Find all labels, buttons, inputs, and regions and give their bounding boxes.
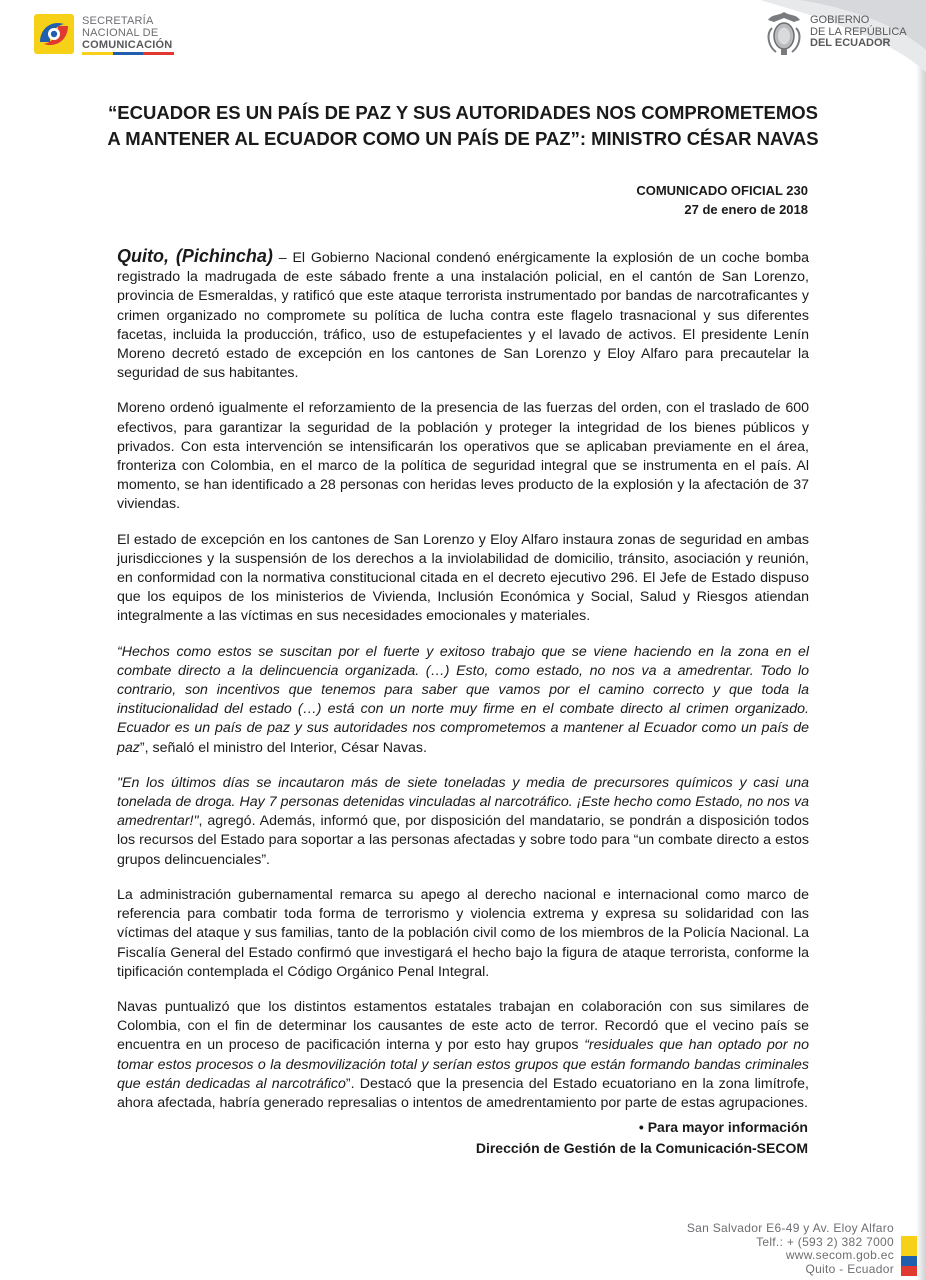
paragraph-1-text: – El Gobierno Nacional condenó enérgicamente la explosión de un coche bomba registrado la madrugada de este sábado frente a una instalación policial, en el cantón de San Lorenzo, provincia de Esmeraldas, y ratificó que este ataque terrorista instrumentado por bandas de narcotraficantes y crimen organizado no compromete su política de lucha contra este flagelo trasnacional y sus diferentes facetas, incluida la producción, tráfico, uso de estupefacientes y el lavado de activos. El presidente Lenín Moreno decretó estado de excepción en los cantones de San Lorenzo y Eloy Alfaro para precautelar la seguridad de sus habitantes. [117,250,809,382]
communique-number: COMUNICADO OFICIAL 230 [636,183,808,198]
title-line-1: “ECUADOR ES UN PAÍS DE PAZ Y SUS AUTORIDADES NOS COMPROMETEMOS [108,102,818,123]
paragraph-5-quote: "En los últimos días se incautaron más de siete toneladas y media de precursores químicos y casi una tonelada de droga. Hay 7 personas detenidas vinculadas al narcotráfico. ¡Este hecho como Estado, no nos va amedrentar!" [117,774,809,830]
footer-address [687,1222,894,1276]
contact-line-1: • Para mayor información [638,1119,808,1135]
page-edge-shadow [916,0,926,1280]
footer-website: www.secom.gob.ec [785,1248,894,1262]
secom-wordmark [82,15,172,51]
communique-date: 27 de enero de 2018 [684,202,808,217]
paragraph-1 [117,247,809,383]
secom-line-3: COMUNICACIÓN [82,39,173,51]
paragraph-4-quote: “Hechos como estos se suscitan por el fuerte y exitoso trabajo que se viene haciendo en la zona en el combate directo a la delincuencia organizada. (…) Esto, como estado, no nos va a amedrentar. Todo lo contrario, son incentivos que tenemos para saber que vamos por el camino correcto y que toda la institucionalidad del estado (…) está con un norte muy firme en el combate directo al crimen organizado. Ecuador es un país de paz y sus autoridades nos comprometemos a mantener al Ecuador como un país de paz [117,643,809,756]
footer-street: San Salvador E6-49 y Av. Eloy Alfaro [686,1221,894,1235]
page-title [100,100,826,152]
footer-city: Quito - Ecuador [805,1261,894,1276]
dateline: Quito, (Pichincha) [117,246,273,266]
paragraph-7-text-a: Navas puntualizó que los distintos estamentos estatales trabajan en colaboración con sus similares de Colombia, con el fin de determinar los causantes de este acto de terror. Recordó que el vecino país se encuentra en un proceso de pacificación interna y por esto hay grupos [117,998,809,1054]
paragraph-5-text: , agregó. Además, informó que, por disposición del mandatario, se pondrán a disposición todos los recursos del Estado para soportar a las personas afectadas y sobre todo para “un combate directo a estos grupos delincuenciales”. [117,813,809,868]
secom-color-bar [82,52,174,55]
paragraph-5 [117,774,809,870]
ecuador-coat-of-arms-icon [764,10,804,58]
paragraph-7-text-b: ”. Destacó que la presencia del Estado ecuatoriano en la zona limítrofe, ahora afectada, habría generado represalias o intentos de amedrentamiento por parte de estas agrupaciones. [117,1075,809,1111]
government-wordmark [810,15,907,50]
paragraph-6: La administración gubernamental remarca su apego al derecho nacional e internacional como marco de referencia para combatir toda forma de terrorismo y violencia extrema y expresa su solidaridad con las víctimas del ataque y sus familias, tanto de la población civil como de los miembros de la Policía Nacional. La Fiscalía General del Estado confirmó que investigará el hecho bajo la figura de ataque terrorista, conforme la tipificación contemplada el Código Orgánico Penal Integral. [117,886,809,980]
contact-line-2: Dirección de Gestión de la Comunicación-SECOM [475,1140,808,1156]
contact-block [476,1117,808,1159]
secom-logo-icon [34,14,74,54]
ecuador-flag-icon [901,1236,917,1276]
gov-line-3: DEL ECUADOR [810,37,891,49]
paragraph-4 [117,643,809,758]
paragraph-7-quote: “residuales que han optado por no tomar estos procesos o la desmovilización total y serían estos grupos que están formando bandas criminales que están dedicadas al narcotráfico [117,1037,809,1092]
paragraph-3: El estado de excepción en los cantones de San Lorenzo y Eloy Alfaro instaura zonas de seguridad en ambas jurisdicciones y la suspensión de los derechos a la inviolabilidad de domicilio, tránsito, asociación y reunión, en conformidad con la normativa constitucional citada en el decreto ejecutivo 296. El Jefe de Estado dispuso que los equipos de los ministerios de Vivienda, Inclusión Económica y Social, Salud y Riesgos atiendan integralmente a las víctimas en sus necesidades emocionales y materiales. [117,531,809,625]
paragraph-2: Moreno ordenó igualmente el reforzamiento de la presencia de las fuerzas del orden, con el traslado de 600 efectivos, para garantizar la seguridad de la población y proteger la integridad de los bienes públicos y privados. Con esta intervención se intensificarán los operativos que se aplicaban previamente en el área, fronteriza con Colombia, en el marco de la política de seguridad integral que se instrumenta en el país. Al momento, se han identificado a 28 personas con heridas leves producto de la explosión y la afectación de 37 viviendas. [117,400,809,513]
title-line-2: A MANTENER AL ECUADOR COMO UN PAÍS DE PAZ”: MINISTRO CÉSAR NAVAS [107,128,819,149]
article-body [117,247,809,1129]
secom-line-1: SECRETARÍA [82,15,154,27]
gov-line-1: GOBIERNO [810,14,870,26]
gov-line-2: DE LA REPÚBLICA [810,25,907,38]
paragraph-7 [117,998,809,1113]
footer-phone: Telf.: + (593 2) 382 7000 [756,1234,894,1249]
communique-meta [636,181,808,219]
secom-line-2: NACIONAL DE [82,27,159,39]
paragraph-4-text: ”, señaló el ministro del Interior, César Navas. [139,739,427,756]
